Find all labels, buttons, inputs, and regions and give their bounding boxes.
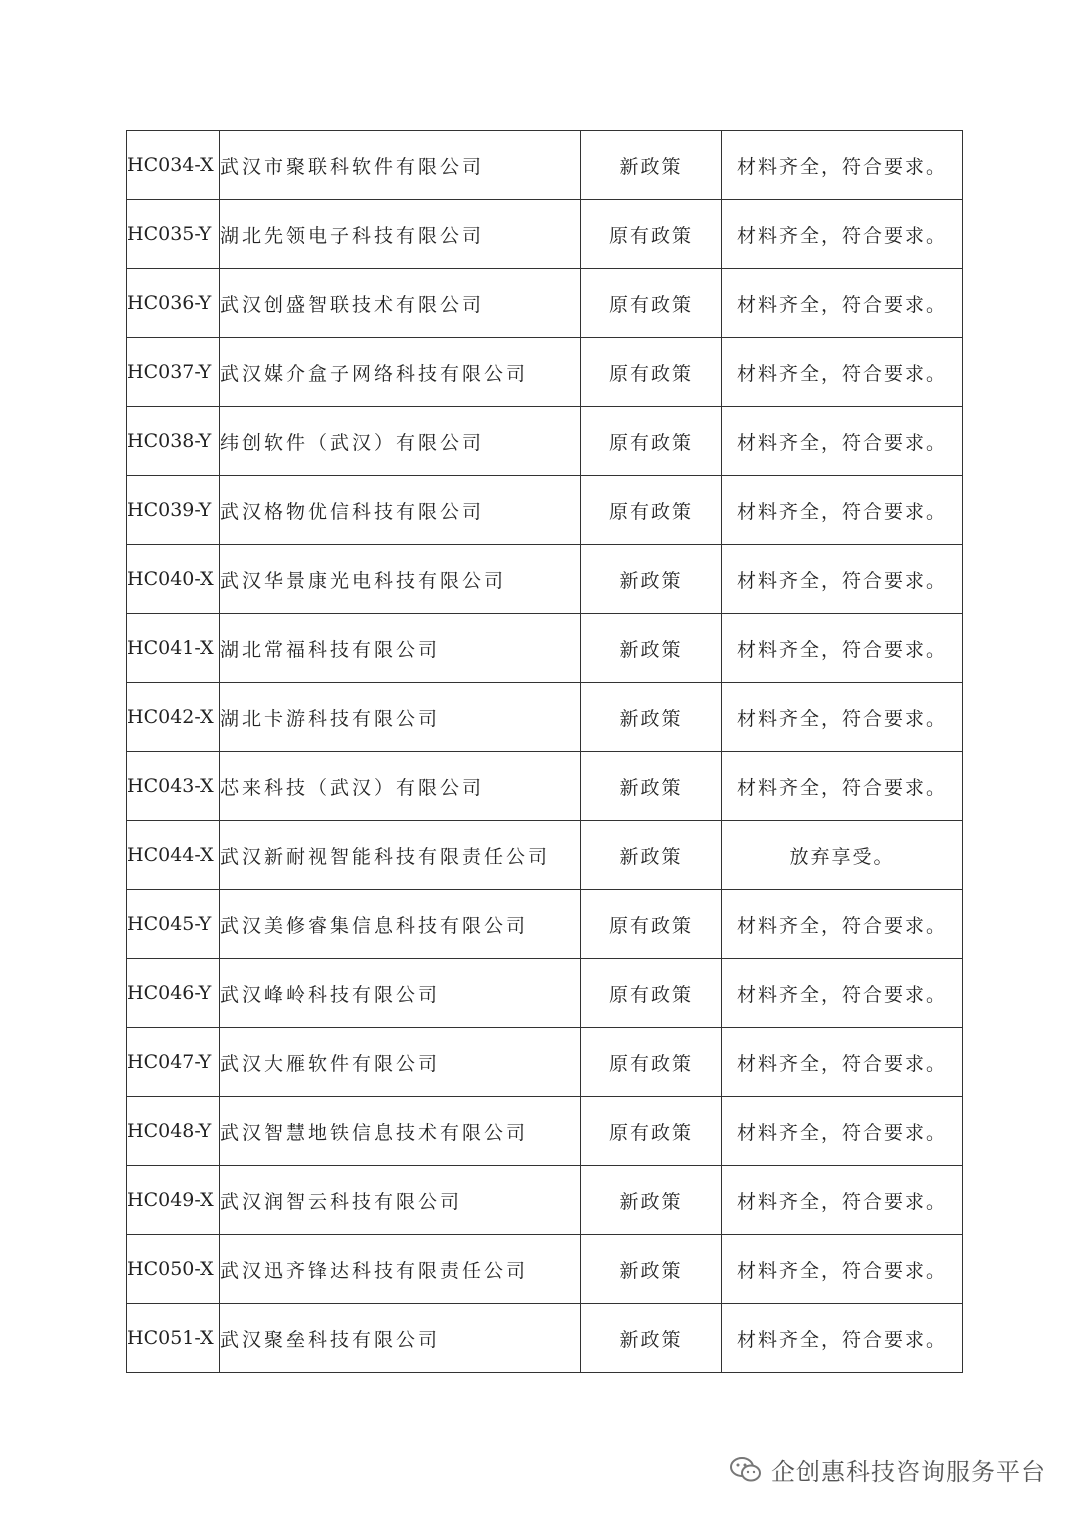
cell-result: 材料齐全，符合要求。 (722, 338, 963, 407)
table-row (127, 269, 963, 338)
table-row (127, 1166, 963, 1235)
cell-code: HC037-Y (127, 338, 220, 407)
cell-policy: 新政策 (581, 683, 722, 752)
table-row (127, 407, 963, 476)
cell-code: HC044-X (127, 821, 220, 890)
cell-code: HC041-X (127, 614, 220, 683)
cell-code: HC039-Y (127, 476, 220, 545)
cell-policy: 原有政策 (581, 338, 722, 407)
cell-policy: 原有政策 (581, 1028, 722, 1097)
cell-company: 武汉峰岭科技有限公司 (220, 959, 581, 1028)
cell-policy: 原有政策 (581, 476, 722, 545)
cell-result: 材料齐全，符合要求。 (722, 545, 963, 614)
table-row (127, 131, 963, 200)
cell-policy: 新政策 (581, 821, 722, 890)
cell-company: 武汉市聚联科软件有限公司 (220, 131, 581, 200)
cell-result: 材料齐全，符合要求。 (722, 959, 963, 1028)
cell-result: 材料齐全，符合要求。 (722, 890, 963, 959)
cell-code: HC050-X (127, 1235, 220, 1304)
cell-code: HC043-X (127, 752, 220, 821)
cell-policy: 原有政策 (581, 1097, 722, 1166)
cell-company: 武汉新耐视智能科技有限责任公司 (220, 821, 581, 890)
cell-company: 武汉媒介盒子网络科技有限公司 (220, 338, 581, 407)
table-body (127, 131, 963, 1373)
cell-company: 芯来科技（武汉）有限公司 (220, 752, 581, 821)
cell-policy: 原有政策 (581, 959, 722, 1028)
cell-result: 放弃享受。 (722, 821, 963, 890)
cell-result: 材料齐全，符合要求。 (722, 1097, 963, 1166)
cell-policy: 原有政策 (581, 200, 722, 269)
cell-policy: 新政策 (581, 752, 722, 821)
cell-policy: 原有政策 (581, 407, 722, 476)
cell-code: HC040-X (127, 545, 220, 614)
table-row (127, 752, 963, 821)
cell-code: HC034-X (127, 131, 220, 200)
cell-result: 材料齐全，符合要求。 (722, 1028, 963, 1097)
cell-company: 武汉智慧地铁信息技术有限公司 (220, 1097, 581, 1166)
cell-company: 武汉迅齐锋达科技有限责任公司 (220, 1235, 581, 1304)
cell-code: HC036-Y (127, 269, 220, 338)
cell-result: 材料齐全，符合要求。 (722, 476, 963, 545)
cell-code: HC042-X (127, 683, 220, 752)
cell-company: 湖北先领电子科技有限公司 (220, 200, 581, 269)
cell-policy: 新政策 (581, 545, 722, 614)
watermark-text: 企创惠科技咨询服务平台 (771, 1458, 1046, 1486)
table-row (127, 1097, 963, 1166)
cell-policy: 新政策 (581, 1166, 722, 1235)
cell-policy: 新政策 (581, 1304, 722, 1373)
cell-result: 材料齐全，符合要求。 (722, 131, 963, 200)
table-row (127, 1304, 963, 1373)
table-row (127, 476, 963, 545)
cell-code: HC038-Y (127, 407, 220, 476)
cell-code: HC049-X (127, 1166, 220, 1235)
cell-company: 武汉格物优信科技有限公司 (220, 476, 581, 545)
watermark (729, 1452, 1046, 1487)
cell-company: 纬创软件（武汉）有限公司 (220, 407, 581, 476)
table-row (127, 890, 963, 959)
cell-result: 材料齐全，符合要求。 (722, 683, 963, 752)
table-row (127, 821, 963, 890)
cell-result: 材料齐全，符合要求。 (722, 407, 963, 476)
table-row (127, 1235, 963, 1304)
cell-result: 材料齐全，符合要求。 (722, 1166, 963, 1235)
cell-company: 武汉润智云科技有限公司 (220, 1166, 581, 1235)
cell-code: HC035-Y (127, 200, 220, 269)
cell-company: 武汉大雁软件有限公司 (220, 1028, 581, 1097)
table-row (127, 200, 963, 269)
cell-result: 材料齐全，符合要求。 (722, 269, 963, 338)
table-row (127, 614, 963, 683)
cell-policy: 新政策 (581, 1235, 722, 1304)
cell-policy: 原有政策 (581, 890, 722, 959)
cell-code: HC051-X (127, 1304, 220, 1373)
cell-policy: 新政策 (581, 131, 722, 200)
cell-company: 武汉创盛智联技术有限公司 (220, 269, 581, 338)
table-row (127, 959, 963, 1028)
cell-policy: 新政策 (581, 614, 722, 683)
cell-company: 湖北卡游科技有限公司 (220, 683, 581, 752)
cell-company: 湖北常福科技有限公司 (220, 614, 581, 683)
cell-code: HC046-Y (127, 959, 220, 1028)
cell-result: 材料齐全，符合要求。 (722, 752, 963, 821)
cell-result: 材料齐全，符合要求。 (722, 1304, 963, 1373)
cell-company: 武汉华景康光电科技有限公司 (220, 545, 581, 614)
cell-company: 武汉聚垒科技有限公司 (220, 1304, 581, 1373)
table-row (127, 1028, 963, 1097)
cell-result: 材料齐全，符合要求。 (722, 614, 963, 683)
cell-result: 材料齐全，符合要求。 (722, 1235, 963, 1304)
company-review-table (126, 130, 963, 1373)
wechat-icon (729, 1455, 763, 1485)
cell-policy: 原有政策 (581, 269, 722, 338)
cell-company: 武汉美修睿集信息科技有限公司 (220, 890, 581, 959)
cell-code: HC048-Y (127, 1097, 220, 1166)
table-row (127, 683, 963, 752)
cell-code: HC047-Y (127, 1028, 220, 1097)
cell-code: HC045-Y (127, 890, 220, 959)
table-row (127, 338, 963, 407)
table-row (127, 545, 963, 614)
cell-result: 材料齐全，符合要求。 (722, 200, 963, 269)
